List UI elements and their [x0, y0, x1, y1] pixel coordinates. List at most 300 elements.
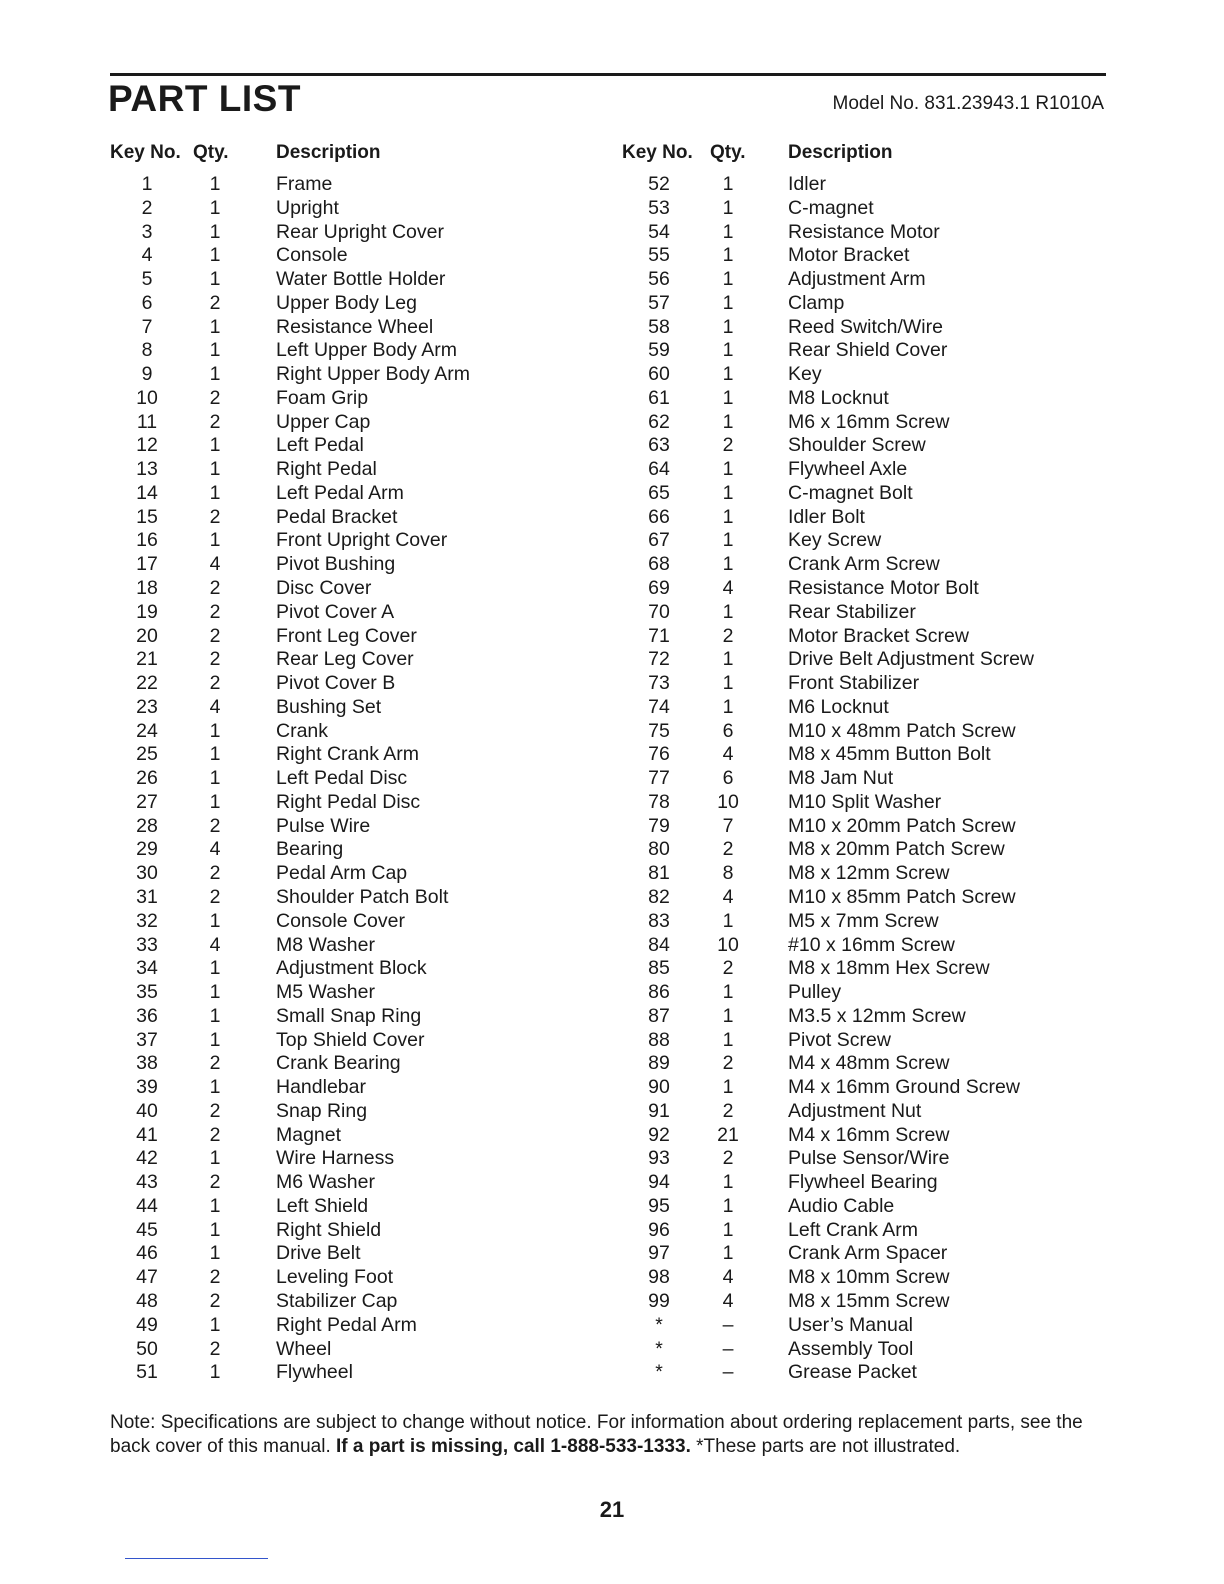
description-cell: Right Crank Arm — [276, 743, 420, 766]
description-cell: Rear Leg Cover — [276, 648, 414, 671]
description-cell: Pedal Bracket — [276, 505, 398, 528]
description-cell: Crank — [276, 719, 329, 742]
table-row — [620, 458, 1080, 482]
qty-cell: 1 — [209, 1361, 221, 1384]
key-no-cell: 68 — [648, 553, 670, 576]
qty-cell: 1 — [209, 767, 221, 790]
key-no-cell: 55 — [648, 244, 670, 267]
description-cell: Left Shield — [276, 1194, 369, 1217]
description-cell: Resistance Wheel — [276, 315, 434, 338]
description-cell: Adjustment Block — [276, 957, 427, 980]
description-cell: C-magnet — [788, 196, 874, 219]
qty-cell: 1 — [722, 505, 734, 528]
key-no-cell: 17 — [136, 553, 158, 576]
qty-cell: 1 — [209, 719, 221, 742]
qty-cell: 1 — [209, 339, 221, 362]
qty-cell: 2 — [209, 624, 221, 647]
qty-cell: 2 — [209, 885, 221, 908]
key-no-cell: 36 — [136, 1004, 158, 1027]
key-no-cell: 65 — [648, 481, 670, 504]
key-no-header: Key No. — [110, 142, 181, 163]
table-row — [620, 316, 1080, 340]
description-cell: Rear Stabilizer — [788, 600, 916, 623]
key-no-cell: 73 — [648, 672, 670, 695]
table-row — [620, 529, 1080, 553]
table-row — [110, 934, 550, 958]
table-row — [620, 601, 1080, 625]
key-no-cell: 10 — [136, 386, 158, 409]
description-cell: Key — [788, 363, 822, 386]
key-no-cell: 82 — [648, 885, 670, 908]
table-row — [110, 244, 550, 268]
key-no-cell: 62 — [648, 410, 670, 433]
description-cell: M4 x 16mm Screw — [788, 1123, 950, 1146]
table-row — [620, 815, 1080, 839]
qty-cell: 1 — [209, 1313, 221, 1336]
description-cell: Front Leg Cover — [276, 624, 417, 647]
description-cell: Left Pedal — [276, 434, 364, 457]
qty-cell: 2 — [209, 1099, 221, 1122]
qty-cell: 6 — [722, 767, 734, 790]
description-cell: Small Snap Ring — [276, 1004, 422, 1027]
table-row — [110, 910, 550, 934]
table-row — [110, 1005, 550, 1029]
qty-cell: 4 — [722, 1289, 734, 1312]
key-no-cell: 12 — [136, 434, 158, 457]
key-no-cell: 80 — [648, 838, 670, 861]
description-cell: Pulse Wire — [276, 814, 371, 837]
key-no-cell: 69 — [648, 577, 670, 600]
description-cell: Flywheel Axle — [788, 458, 908, 481]
key-no-cell: 84 — [648, 933, 670, 956]
key-no-cell: 4 — [141, 244, 153, 267]
description-cell: M4 x 48mm Screw — [788, 1052, 950, 1075]
description-cell: Pulley — [788, 981, 842, 1004]
description-cell: Flywheel — [276, 1361, 353, 1384]
key-no-cell: 85 — [648, 957, 670, 980]
missing-part-callout: If a part is missing, call 1-888-533-1333. — [336, 1436, 691, 1457]
qty-cell: 1 — [722, 1194, 734, 1217]
description-cell: Upper Cap — [276, 410, 371, 433]
table-row — [620, 886, 1080, 910]
description-cell: Adjustment Arm — [788, 268, 926, 291]
table-row — [620, 1266, 1080, 1290]
key-no-cell: 5 — [141, 268, 153, 291]
description-cell: Drive Belt Adjustment Screw — [788, 648, 1035, 671]
key-no-cell: 60 — [648, 363, 670, 386]
key-no-cell: 86 — [648, 981, 670, 1004]
qty-cell: 1 — [722, 648, 734, 671]
table-row — [620, 1147, 1080, 1171]
key-no-cell: 78 — [648, 790, 670, 813]
qty-cell: 1 — [209, 363, 221, 386]
table-row — [110, 886, 550, 910]
key-no-cell: 64 — [648, 458, 670, 481]
description-cell: Leveling Foot — [276, 1266, 394, 1289]
description-cell: M5 Washer — [276, 981, 375, 1004]
qty-header: Qty. — [710, 142, 746, 163]
description-cell: M8 x 45mm Button Bolt — [788, 743, 991, 766]
qty-cell: 1 — [209, 481, 221, 504]
description-cell: Audio Cable — [788, 1194, 895, 1217]
key-no-cell: 94 — [648, 1171, 670, 1194]
description-cell: Pulse Sensor/Wire — [788, 1147, 950, 1170]
table-row — [110, 506, 550, 530]
top-rule — [110, 73, 1106, 76]
description-cell: Left Pedal Arm — [276, 481, 404, 504]
table-row — [110, 1171, 550, 1195]
key-no-cell: 61 — [648, 386, 670, 409]
table-row — [110, 1052, 550, 1076]
key-no-cell: 77 — [648, 767, 670, 790]
key-no-cell: 58 — [648, 315, 670, 338]
qty-cell: 1 — [722, 672, 734, 695]
qty-cell: 1 — [722, 173, 734, 195]
qty-cell: 1 — [209, 220, 221, 243]
description-cell: Right Pedal Arm — [276, 1313, 417, 1336]
qty-cell: 1 — [209, 529, 221, 552]
key-no-cell: 1 — [141, 173, 153, 195]
key-no-header: Key No. — [622, 142, 693, 163]
description-header: Description — [788, 142, 893, 163]
table-row — [110, 387, 550, 411]
description-cell: Right Shield — [276, 1218, 382, 1241]
qty-cell: – — [722, 1361, 734, 1384]
key-no-cell: 16 — [136, 529, 158, 552]
table-row — [620, 957, 1080, 981]
table-row — [110, 696, 550, 720]
parts-column-right — [620, 142, 1080, 1385]
description-cell: Disc Cover — [276, 577, 372, 600]
table-row — [620, 1314, 1080, 1338]
key-no-cell: 71 — [648, 624, 670, 647]
table-row — [620, 173, 1080, 197]
qty-cell: 1 — [209, 315, 221, 338]
description-cell: Reed Switch/Wire — [788, 315, 943, 338]
key-no-cell: 96 — [648, 1218, 670, 1241]
description-cell: Front Upright Cover — [276, 529, 448, 552]
key-no-cell: 21 — [136, 648, 158, 671]
qty-cell: 1 — [722, 1028, 734, 1051]
qty-cell: 1 — [209, 1147, 221, 1170]
description-cell: Clamp — [788, 291, 845, 314]
qty-cell: 7 — [722, 814, 734, 837]
qty-cell: 1 — [722, 268, 734, 291]
key-no-cell: 13 — [136, 458, 158, 481]
table-row — [110, 838, 550, 862]
qty-cell: 1 — [722, 315, 734, 338]
qty-cell: 1 — [722, 981, 734, 1004]
description-cell: Handlebar — [276, 1076, 366, 1099]
qty-cell: 1 — [209, 196, 221, 219]
key-no-cell: 34 — [136, 957, 158, 980]
table-row — [110, 720, 550, 744]
table-row — [110, 1076, 550, 1100]
description-cell: C-magnet Bolt — [788, 481, 913, 504]
key-no-cell: 6 — [141, 291, 153, 314]
qty-cell: 1 — [209, 957, 221, 980]
description-cell: Crank Bearing — [276, 1052, 401, 1075]
key-no-cell: 41 — [136, 1123, 158, 1146]
footnote — [110, 1411, 1110, 1459]
key-no-cell: 67 — [648, 529, 670, 552]
description-header: Description — [276, 142, 381, 163]
qty-cell: 1 — [209, 909, 221, 932]
description-cell: Pivot Cover B — [276, 672, 396, 695]
key-no-cell: 79 — [648, 814, 670, 837]
table-row — [620, 838, 1080, 862]
key-no-cell: 98 — [648, 1266, 670, 1289]
key-no-cell: 23 — [136, 695, 158, 718]
table-row — [620, 720, 1080, 744]
table-row — [620, 1290, 1080, 1314]
key-no-cell: 7 — [141, 315, 153, 338]
description-cell: M8 Washer — [276, 933, 375, 956]
qty-cell: 2 — [209, 1123, 221, 1146]
description-cell: Crank Arm Screw — [788, 553, 940, 576]
table-row — [620, 1005, 1080, 1029]
table-row — [620, 1219, 1080, 1243]
table-row — [620, 767, 1080, 791]
qty-cell: 1 — [722, 1171, 734, 1194]
qty-cell: 1 — [209, 790, 221, 813]
key-no-cell: 28 — [136, 814, 158, 837]
table-row — [110, 316, 550, 340]
qty-cell: 2 — [209, 1171, 221, 1194]
table-row — [620, 1124, 1080, 1148]
note-text-end: *These parts are not illustrated. — [690, 1436, 961, 1457]
key-no-cell: 54 — [648, 220, 670, 243]
table-row — [110, 268, 550, 292]
description-cell: M8 Locknut — [788, 386, 889, 409]
description-cell: Motor Bracket — [788, 244, 910, 267]
key-no-cell: 53 — [648, 196, 670, 219]
key-no-cell: 48 — [136, 1289, 158, 1312]
description-cell: M10 x 48mm Patch Screw — [788, 719, 1016, 742]
key-no-cell: 25 — [136, 743, 158, 766]
description-cell: Pivot Bushing — [276, 553, 396, 576]
table-row — [620, 506, 1080, 530]
table-row — [110, 458, 550, 482]
qty-cell: 21 — [717, 1123, 739, 1146]
qty-cell: 2 — [209, 577, 221, 600]
table-row — [620, 1100, 1080, 1124]
qty-cell: 1 — [209, 1242, 221, 1265]
key-no-cell: 81 — [648, 862, 670, 885]
description-cell: Motor Bracket Screw — [788, 624, 969, 647]
key-no-cell: 45 — [136, 1218, 158, 1241]
description-cell: Wire Harness — [276, 1147, 395, 1170]
key-no-cell: * — [655, 1361, 663, 1384]
key-no-cell: 92 — [648, 1123, 670, 1146]
description-cell: Assembly Tool — [788, 1337, 914, 1360]
key-no-cell: 35 — [136, 981, 158, 1004]
qty-cell: 1 — [209, 1076, 221, 1099]
description-cell: Idler Bolt — [788, 505, 865, 528]
table-row — [620, 910, 1080, 934]
key-no-cell: 42 — [136, 1147, 158, 1170]
table-row — [110, 1266, 550, 1290]
qty-cell: 1 — [722, 1242, 734, 1265]
key-no-cell: 3 — [141, 220, 153, 243]
key-no-cell: 30 — [136, 862, 158, 885]
description-cell: Adjustment Nut — [788, 1099, 922, 1122]
description-cell: M3.5 x 12mm Screw — [788, 1004, 966, 1027]
qty-cell: 2 — [722, 434, 734, 457]
description-cell: M8 x 12mm Screw — [788, 862, 950, 885]
description-cell: Pedal Arm Cap — [276, 862, 408, 885]
table-row — [620, 1361, 1080, 1385]
description-cell: Snap Ring — [276, 1099, 368, 1122]
page-number: 21 — [599, 1497, 625, 1522]
description-cell: M8 x 18mm Hex Screw — [788, 957, 990, 980]
key-no-cell: 93 — [648, 1147, 670, 1170]
key-no-cell: 70 — [648, 600, 670, 623]
qty-cell: 1 — [722, 220, 734, 243]
table-row — [110, 482, 550, 506]
qty-cell: 2 — [209, 814, 221, 837]
parts-list-right — [620, 173, 1080, 1385]
qty-cell: 2 — [722, 1052, 734, 1075]
qty-cell: 1 — [722, 481, 734, 504]
qty-cell: 4 — [209, 838, 221, 861]
key-no-cell: 46 — [136, 1242, 158, 1265]
qty-cell: 1 — [722, 339, 734, 362]
key-no-cell: 37 — [136, 1028, 158, 1051]
description-cell: Magnet — [276, 1123, 342, 1146]
key-no-cell: 95 — [648, 1194, 670, 1217]
table-row — [110, 1290, 550, 1314]
key-no-cell: 59 — [648, 339, 670, 362]
qty-cell: 1 — [209, 743, 221, 766]
description-cell: M8 Jam Nut — [788, 767, 894, 790]
description-cell: M6 x 16mm Screw — [788, 410, 950, 433]
key-no-cell: 88 — [648, 1028, 670, 1051]
table-row — [110, 577, 550, 601]
table-row — [110, 1314, 550, 1338]
description-cell: Key Screw — [788, 529, 882, 552]
table-row — [620, 387, 1080, 411]
qty-cell: 4 — [722, 1266, 734, 1289]
key-no-cell: 47 — [136, 1266, 158, 1289]
key-no-cell: 29 — [136, 838, 158, 861]
table-row — [620, 434, 1080, 458]
key-no-cell: 43 — [136, 1171, 158, 1194]
description-cell: Grease Packet — [788, 1361, 917, 1384]
qty-cell: 2 — [209, 672, 221, 695]
description-cell: Rear Shield Cover — [788, 339, 948, 362]
qty-cell: 1 — [209, 1004, 221, 1027]
table-row — [110, 791, 550, 815]
description-cell: Right Upper Body Arm — [276, 363, 471, 386]
table-row — [620, 482, 1080, 506]
description-cell: M10 x 85mm Patch Screw — [788, 885, 1016, 908]
table-row — [620, 934, 1080, 958]
description-cell: Left Crank Arm — [788, 1218, 919, 1241]
qty-cell: 2 — [209, 648, 221, 671]
key-no-cell: 56 — [648, 268, 670, 291]
table-row — [620, 1338, 1080, 1362]
description-cell: Flywheel Bearing — [788, 1171, 938, 1194]
table-row — [110, 434, 550, 458]
qty-cell: 1 — [209, 244, 221, 267]
key-no-cell: 9 — [141, 363, 153, 386]
qty-cell: – — [722, 1313, 734, 1336]
table-row — [110, 1124, 550, 1148]
qty-cell: 1 — [209, 458, 221, 481]
table-row — [620, 244, 1080, 268]
qty-cell: 4 — [722, 577, 734, 600]
column-header — [620, 142, 1080, 173]
description-cell: Right Pedal Disc — [276, 790, 421, 813]
table-row — [110, 1195, 550, 1219]
qty-cell: 1 — [722, 458, 734, 481]
table-row — [110, 1361, 550, 1385]
qty-cell: 1 — [722, 363, 734, 386]
key-no-cell: 18 — [136, 577, 158, 600]
key-no-cell: 14 — [136, 481, 158, 504]
table-row — [620, 221, 1080, 245]
key-no-cell: 26 — [136, 767, 158, 790]
description-cell: Resistance Motor — [788, 220, 940, 243]
key-no-cell: 38 — [136, 1052, 158, 1075]
description-cell: Bearing — [276, 838, 344, 861]
qty-cell: 2 — [209, 291, 221, 314]
key-no-cell: 27 — [136, 790, 158, 813]
table-row — [110, 957, 550, 981]
description-cell: User’s Manual — [788, 1313, 913, 1336]
parts-column-left — [110, 142, 550, 1385]
key-no-cell: 39 — [136, 1076, 158, 1099]
key-no-cell: 19 — [136, 600, 158, 623]
qty-cell: 2 — [722, 1147, 734, 1170]
table-row — [620, 743, 1080, 767]
table-row — [110, 363, 550, 387]
qty-cell: 1 — [722, 1004, 734, 1027]
table-row — [110, 529, 550, 553]
table-row — [620, 1171, 1080, 1195]
table-row — [620, 1052, 1080, 1076]
qty-cell: 1 — [209, 173, 221, 195]
description-cell: Shoulder Patch Bolt — [276, 885, 449, 908]
page-title: PART LIST — [108, 78, 301, 119]
description-cell: M8 x 15mm Screw — [788, 1289, 950, 1312]
qty-cell: 4 — [209, 553, 221, 576]
qty-cell: 1 — [209, 1194, 221, 1217]
qty-cell: 1 — [209, 268, 221, 291]
table-row — [620, 577, 1080, 601]
qty-cell: 2 — [209, 386, 221, 409]
qty-cell: 4 — [722, 885, 734, 908]
key-no-cell: 91 — [648, 1099, 670, 1122]
table-row — [620, 197, 1080, 221]
table-row — [620, 292, 1080, 316]
description-cell: Resistance Motor Bolt — [788, 577, 979, 600]
qty-cell: 6 — [722, 719, 734, 742]
table-row — [110, 815, 550, 839]
description-cell: Shoulder Screw — [788, 434, 926, 457]
key-no-cell: 22 — [136, 672, 158, 695]
description-cell: Drive Belt — [276, 1242, 361, 1265]
qty-cell: 4 — [209, 695, 221, 718]
table-row — [620, 411, 1080, 435]
parts-list-left — [110, 173, 550, 1385]
key-no-cell: * — [655, 1337, 663, 1360]
description-cell: Pivot Cover A — [276, 600, 395, 623]
description-cell: Wheel — [276, 1337, 332, 1360]
description-cell: Left Pedal Disc — [276, 767, 408, 790]
key-no-cell: 83 — [648, 909, 670, 932]
